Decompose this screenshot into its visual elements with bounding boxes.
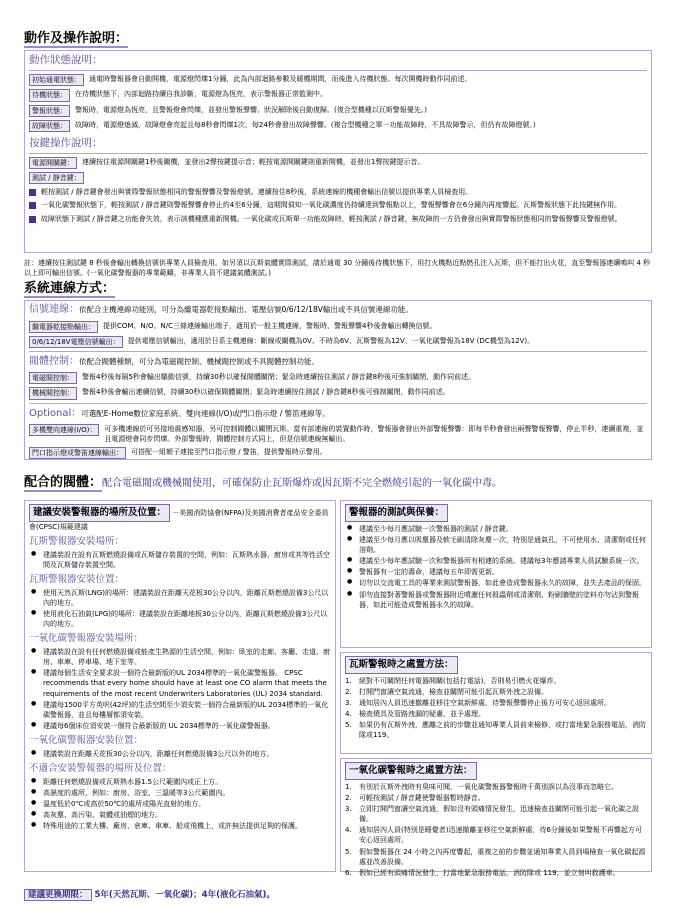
- signal-row: [29, 336, 647, 348]
- square-bullet-icon: [29, 189, 36, 196]
- status-row: [29, 105, 647, 117]
- test-item: ● 建議至少每月應以吸塵器及軟毛刷清除灰塵一次，特別是通氣孔，不可使用水、清潔劑或任何溶劑。: [345, 535, 647, 555]
- square-bullet-icon: [29, 216, 36, 223]
- co-alarm-number: 6.: [345, 868, 352, 877]
- co-alarm-item: [345, 825, 647, 845]
- co-place-item: ● 建議裝設在設有任何燃燒設備或能產生熱源的生活空間，例如：臥室的走廊、客廳、走道、廚房、車庫、停車場、地下室等。: [29, 647, 331, 667]
- co-alarm-text: 假如警報器在 24 小時之內再度響起，重複之前的步驟並通知專業人員到場檢查一氧化碳起源處並改善設備。: [359, 847, 646, 866]
- co-alarm-text: 可輕按測試 / 靜音鍵使警報器暫時靜音。: [359, 793, 485, 802]
- valve-heading: 閥體控制：依配合閥體種類，可分為電磁閥控制、機械閥控制或不具閥體控制功能。: [29, 355, 319, 367]
- co-place-item: ● 建議每個生活安全要求設一個符合最新版的UL 2034標準的一氧化碳警報器。 CPSC recommends that every home should have at least one CO alarm that meets the requirements of the most recent Underwriters Laboratories (UL) 2034 standard.: [29, 668, 331, 698]
- valve-control-row: [29, 387, 647, 399]
- co-place-item: ● 建議每1500平方英呎(42坪)的生活空間至少須安裝一個符合最新版的UL 2034標準的一氧化碳警報器，並且每樓層都須安裝。: [29, 700, 331, 720]
- avoid-item: ● 溫度低於0℃或高於50℃的處所或陽光直射的地方。: [29, 799, 331, 809]
- co-alarm-number: 3.: [345, 805, 352, 814]
- co-alarm-header: 一氧化碳警報時之處置方法：: [345, 762, 477, 780]
- gas-alarm-text: 通知居內人員迅速撤離並移往空氣新鮮處，待警報聲響停止後方可安心返回處所。: [359, 699, 611, 708]
- test-key-item-text: 輕按測試 / 靜音鍵會發出與實際警報狀態相同的警報聲響及警報燈號。連續按住8秒後，系統連線的機種會輸出信號以提供專業人員檢查用。: [41, 188, 473, 197]
- signal-tag: 0/6/12/18V電壓信號輸出：: [29, 336, 123, 348]
- gas-alarm-item: [345, 709, 647, 719]
- valve-control-text: 警報4秒後每隔5秒會輸出驅動信號，持續30秒以確保閥體關閉；緊急時連續按住測試 / 靜音鍵8秒後可強制關閉，動作同前述。: [82, 373, 476, 382]
- test-key-item: [29, 187, 647, 197]
- test-box: [340, 500, 652, 648]
- signal-row: [29, 321, 647, 333]
- test-key-item-text: 一氧化碳警報狀態下，輕按測試 / 靜音鍵則警報聲響會停止約4至6分鐘，這期間偵知一氧化碳濃度仍持續達到警報點以上，警報聲響會在6分鐘內再度響起。瓦斯警報狀態下此按鍵無作用。: [41, 201, 622, 210]
- avoid-item: ● 高灰塵、高污染、氣體或油煙的地方。: [29, 810, 331, 820]
- status-tag: 待機狀態：: [29, 89, 70, 101]
- gas-alarm-item: [345, 687, 647, 697]
- lifespan-text: 5年(天然瓦斯、一氧化碳)；4年(液化石油氣)。: [94, 890, 275, 900]
- co-alarm-item: [345, 868, 647, 878]
- co-alarm-number: 2.: [345, 793, 352, 802]
- optional-text: 可搭配一組額子連接至門口指示燈 / 警笛，提供警報時示警用。: [131, 448, 327, 457]
- optional-row: [29, 424, 647, 444]
- optional-heading: Optional：可選配E-Home數位家庭系統、雙向連線(I/O)或門口指示燈 / 警笛連線等。: [29, 407, 330, 419]
- status-text: 故障時，電源燈熄滅，故障燈會亮起且每8秒會閃爍1次，每24秒會發出故障聲響。(複合型機種之單一功能故障時，不具故障警示，但仍有故障燈號。): [75, 120, 536, 129]
- status-tag: 故障狀態：: [29, 120, 70, 132]
- install-box: [24, 500, 336, 872]
- valve-control-text: 警報4秒後會輸出連續信號，持續30秒以確保閥體關閉；緊急時連續按住測試 / 靜音鍵8秒後可強制關閉，動作同前述。: [82, 388, 450, 397]
- avoid-heading: 不適合安裝警報器的場所及位置：: [29, 763, 172, 775]
- lifespan-bar: [24, 889, 275, 901]
- gas-alarm-number: 5.: [345, 721, 352, 730]
- co-pos-item: ● 建議裝設在距離天花板30公分以內，距離任何燃燒設備3公尺以外的地方。: [29, 749, 331, 759]
- test-key-tag: 測試 / 靜音鍵：: [29, 172, 84, 184]
- test-note: 註：連續按住測試鍵 8 秒後會輸出轉換信號供專業人員檢查用。如另須以瓦斯氣體實際測試，請於通電 30 分鐘後待機狀態下，用打火機點近點燃孔注入瓦斯，但不能打出火花，直至警報器連續鳴叫 4 秒以上即可輸出信號。(一氧化碳警報器的專業範疇，非專業人員不建議氣體測試。): [24, 259, 651, 278]
- test-item: ● 切勿以交流電工具的專業來測試警報器，如此會造成警報器永久的故障，並失去產品的保固。: [345, 578, 647, 588]
- signal-tag: 繼電器乾接點輸出：: [29, 321, 98, 333]
- install-header: 建議安裝警報器的場所及位置：: [29, 504, 170, 522]
- gas-alarm-item: [345, 676, 647, 686]
- co-alarm-text: 通知居內人員(特別是睡覺者)迅速撤離並移往空氣新鮮處，待6分鐘後如果警報不再響起方可安心返回處所。: [359, 826, 642, 845]
- co-place-item: ● 建議每6個床位須安裝一個符合最新版的 UL 2034標準的一氧化碳警報器。: [29, 721, 331, 731]
- install-header-sub: －美國消防協會(NFPA)及美國消費者產品安全委員會(CPSC)規範建議: [29, 509, 329, 531]
- gas-alarm-number: 2.: [345, 687, 352, 696]
- power-key-text: 連續按住電源開關鍵1秒後關機，並發出2聲按鍵提示音；輕按電源開關鍵則重新開機，並發出1聲按鍵提示音。: [82, 158, 425, 166]
- gas-alarm-number: 4.: [345, 710, 352, 719]
- valve-control-tag: 電磁閥控制：: [29, 372, 77, 384]
- co-alarm-item: [345, 793, 647, 803]
- operation-box: [24, 50, 652, 253]
- gas-alarm-box: [340, 652, 652, 754]
- lifespan-label: 建議更換期限：: [24, 889, 92, 901]
- buttons-heading: 按鍵操作說明：: [29, 136, 103, 149]
- gas-alarm-text: 絕對不可關閉任何電器開關(包括打電話)，否則易引燃火花爆炸。: [359, 676, 561, 685]
- gas-pos-item: ● 使用天然瓦斯(LNG)的場所：建議裝設在距離天花板30公分以內，距離瓦斯燃燒設備3公尺以內的地方。: [29, 588, 331, 608]
- co-alarm-item: [345, 804, 647, 824]
- status-tag: 警報狀態：: [29, 105, 70, 117]
- power-key-tag: 電源開關鍵：: [29, 157, 77, 169]
- test-item: ● 建議至少每年應試驗一次和警報器所有相連的系統。建議每3年應請專業人員試驗系統一次。: [345, 556, 647, 566]
- optional-text: 可多機連線於可另接地震感知器，另可控制閥體以關閉瓦斯。當有部連線的裝置動作時，警報器會發出外部警報聲響：即每半秒會發出兩聲警報聲響，停止半秒，連續重複，並且電源燈會同步閃爍。外部警報時，閥體控制方式同上，但是信號連線無輸出。: [104, 425, 644, 444]
- valve-control-tag: 機械閥控制：: [29, 387, 77, 399]
- gas-pos-heading: 瓦斯警報器安裝位置：: [29, 573, 125, 585]
- test-key-item: [29, 200, 647, 210]
- test-item: ● 建議至少每月應試驗一次警報器的測試 / 靜音鍵。: [345, 524, 647, 534]
- valve-control-row: [29, 372, 647, 384]
- co-alarm-box: [340, 758, 652, 877]
- co-place-heading: 一氧化碳警報器安裝場所：: [29, 633, 144, 645]
- section-title-connection: 系統連線方式：: [24, 281, 116, 296]
- optional-tag: 多機雙向連線(I/O)：: [29, 424, 99, 436]
- gas-alarm-text: 如果仍有瓦斯外洩，應離之前的步驟並通知專業人員前來檢修，或打當地緊急服務電話，消防隊或119。: [359, 721, 646, 740]
- section-title-valve: 配合的閥體：配合電磁閥或機械閥使用，可確保防止瓦斯爆炸或因瓦斯不完全燃燒引起的一氧化碳中毒。: [24, 475, 503, 490]
- gas-alarm-number: 1.: [345, 676, 352, 685]
- power-key-row: [29, 157, 647, 169]
- status-row: [29, 74, 647, 86]
- test-key-item: [29, 214, 647, 224]
- test-header: 警報器的測試與保養：: [345, 504, 448, 522]
- gas-alarm-text: 打開門窗讓空氣流通，檢查並關閉可能引起瓦斯外洩之設備。: [359, 687, 548, 696]
- co-alarm-text: 有別於瓦斯外洩時有臭味可聞，一氧化碳警報器警報時千萬別誤以為沒事而忽略它。: [359, 782, 618, 791]
- optional-tag: 門口指示燈或警笛連線輸出：: [29, 447, 126, 459]
- gas-alarm-header: 瓦斯警報時之處置方法：: [345, 656, 458, 674]
- signal-text: 提供COM、N/O、N/C三條連線輸出端子，適用於一般主機連線，警報時，警報聲響4秒後會輸出轉換信號。: [103, 321, 437, 330]
- gas-alarm-number: 3.: [345, 699, 352, 708]
- status-text: 警報時，電源燈為恆亮，且警報燈會閃爍，並發出警報聲響。狀況解除後自動復歸。(復合型機種以瓦斯警報優先。): [75, 105, 427, 114]
- co-alarm-text: 立即打開門窗讓空氣流通，假如沒有頭痛情況發生，迅速檢查並關閉可能引起一氧化碳之設備。: [359, 805, 639, 824]
- signal-text: 提供電壓信號輸出，適用於日系主機連線：斷線或關機為0V、不時為6V、瓦斯警報為12V、一氧化碳警報為18V (DC機型為12V)。: [127, 336, 535, 345]
- co-alarm-item: [345, 847, 647, 867]
- gas-alarm-item: [345, 720, 647, 740]
- signal-heading: 信號連線：依配合主機連線功能別，可分為繼電器乾接點輸出、電壓信號0/6/12/18V輸出或不具信號連線功能。: [29, 304, 413, 315]
- status-heading: 動作狀態說明：: [29, 54, 103, 66]
- gas-alarm-text: 檢查燒具及管路洩漏的疑慮，並予處理。: [359, 710, 485, 719]
- co-alarm-number: 5.: [345, 847, 352, 856]
- avoid-item: ● 特殊用途的工業大樓、廠房、倉庫、車庫、船或飛機上，或許無法提供足夠的保護。: [29, 821, 331, 831]
- co-alarm-text: 假如已經有頭痛情況發生，打當地緊急服務電話，消防隊或 119，並立刻叫救護車。: [359, 868, 620, 877]
- status-row: [29, 120, 647, 132]
- test-item: ● 卻勿直接對著警報器或警報器附近噴灑任何殺蟲劑或清潔劑、粉刷牆壁的塗料亦勿沾到警報器，如此可能造成警報器永久的故障。: [345, 590, 647, 610]
- co-alarm-number: 4.: [345, 826, 352, 835]
- co-alarm-number: 1.: [345, 782, 352, 791]
- test-key-item-text: 故障狀態下測試 / 靜音鍵之功能會失效，表示該機種應重新開機。一氧化碳或瓦斯單一功能故障時，輕按測試 / 靜音鍵，無故障的一方仍會發出與實際警報狀態相同的警報聲響及警報燈號。: [41, 214, 622, 223]
- co-alarm-item: [345, 782, 647, 792]
- optional-row: [29, 447, 647, 459]
- gas-place-item: ● 建議裝設在設有瓦斯燃燒設備或瓦斯儲存裝置的空間，例如：瓦斯熱水器、廚房或其等性活空間及瓦斯儲存裝置空間。: [29, 550, 331, 570]
- avoid-item: ● 距離任何燃燒設備或瓦斯熱水器1.5公尺範圍內或正上方。: [29, 777, 331, 787]
- status-text: 在待機狀態下，內部迴路持續自我診斷，電源燈為恆亮，表示警報器正常監測中。: [75, 90, 327, 99]
- co-pos-heading: 一氧化碳警報器安裝位置：: [29, 735, 144, 747]
- status-text: 通電時警報器會自動開機，電源燈閃爍1分鐘，此為內部迴路參數及暖機期間，而後進入待機狀態。每次開機時動作同前述。: [89, 75, 472, 84]
- gas-pos-item: ● 使用液化石油氣(LPG)的場所：建議裝設在距離地板30公分以內，距離瓦斯燃燒設備3公尺以內的地方。: [29, 609, 331, 629]
- test-item: ● 警報器有一定的壽命，建議每五年即需更新。: [345, 567, 647, 577]
- connection-box: [24, 300, 652, 460]
- gas-alarm-item: [345, 698, 647, 708]
- gas-place-heading: 瓦斯警報器安裝場所：: [29, 535, 125, 547]
- status-row: [29, 89, 647, 101]
- avoid-item: ● 高濕度的處所，例如：廚房、浴室、三溫暖等3公尺範圍內。: [29, 788, 331, 798]
- section-title-operation: 動作及操作說明：: [24, 31, 129, 46]
- square-bullet-icon: [29, 202, 36, 209]
- test-key-row: [29, 172, 647, 184]
- status-tag: 初始通電狀態：: [29, 74, 84, 86]
